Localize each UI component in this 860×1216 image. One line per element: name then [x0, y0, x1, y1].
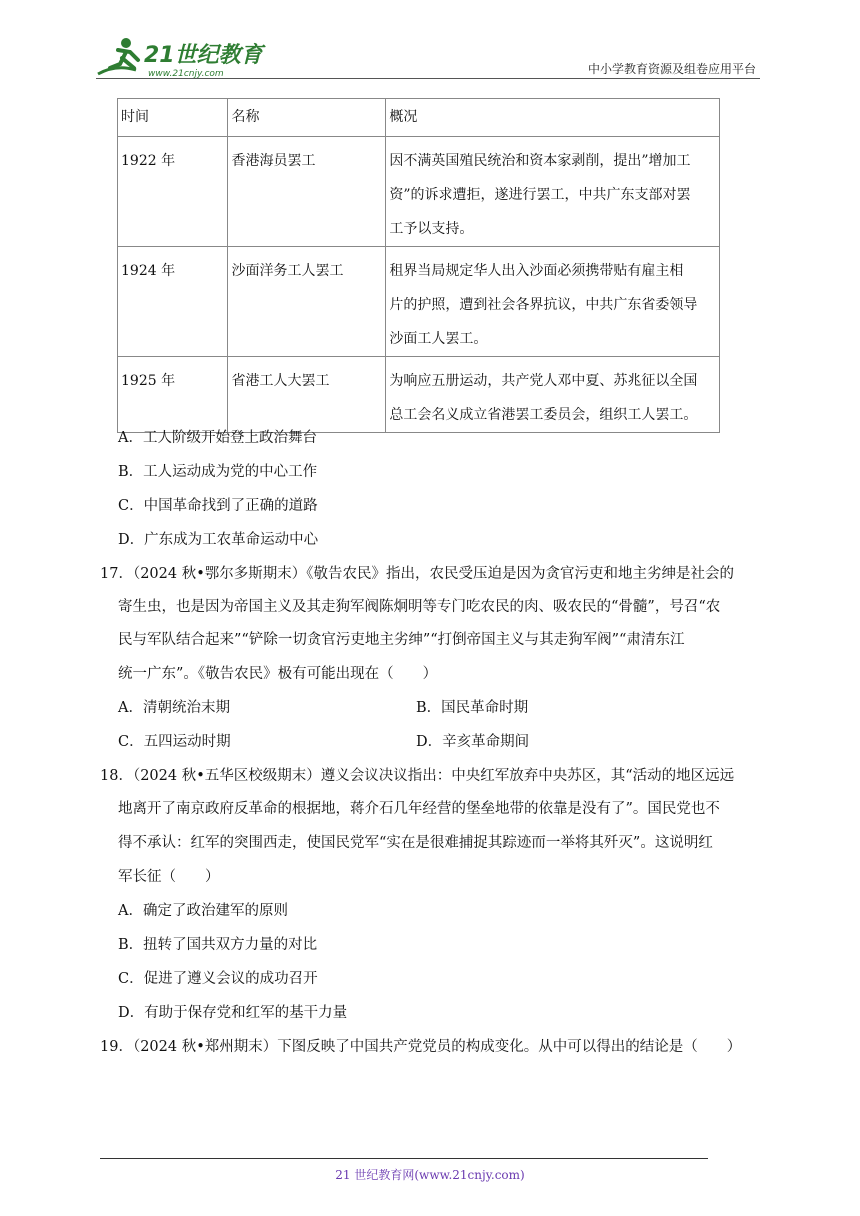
- option-d[interactable]: D．有助于保存党和红军的基干力量: [118, 1005, 348, 1021]
- question-number: 17．: [100, 566, 133, 582]
- logo-icon: [96, 34, 266, 80]
- option-a[interactable]: A．确定了政治建军的原则: [118, 903, 288, 919]
- platform-name: 中小学教育资源及组卷应用平台: [587, 62, 756, 76]
- desc-line: 为响应五册运动，共产党人邓中夏、苏兆征以全国: [389, 373, 698, 389]
- header-divider: [96, 78, 760, 79]
- desc-line: 片的护照，遭到社会各界抗议，中共广东省委领导: [389, 297, 698, 313]
- table-header-cell: 名称: [228, 99, 386, 137]
- question-18: [100, 766, 734, 786]
- question-text: 军长征（ ）: [118, 869, 220, 885]
- table-header-row: [118, 99, 720, 137]
- desc-line: 租界当局规定华人出入沙面必须携带贴有雇主相: [389, 263, 684, 279]
- table-header-cell: 时间: [118, 99, 228, 137]
- question-text: （2024 秋•鄂尔多斯期末）《敬告农民》指出，农民受压迫是因为贪官污吏和地主劣绅是社会的: [132, 566, 735, 582]
- table-cell-time: 1925 年: [118, 357, 228, 433]
- desc-line: 资”的诉求遭拒，遂进行罢工，中共广东支部对罢: [389, 187, 691, 203]
- option-c[interactable]: C．五四运动时期: [118, 734, 231, 750]
- page-footer[interactable]: 21 世纪教育网(www.21cnjy.com): [335, 1168, 525, 1182]
- question-17: [100, 564, 734, 584]
- table-row: [118, 137, 720, 247]
- option-b[interactable]: B．国民革命时期: [416, 700, 529, 716]
- svg-text:21世纪教育: 21世纪教育: [144, 43, 263, 68]
- option-a[interactable]: A．工人阶级开始登上政治舞台: [118, 430, 317, 446]
- option-a[interactable]: A．清朝统治末期: [118, 700, 230, 716]
- question-text: （2024 秋•郑州期末）下图反映了中国共产党党员的构成变化。从中可以得出的结论是（ ）: [132, 1039, 742, 1055]
- table-cell-name: 省港工人大罢工: [228, 357, 386, 433]
- table-row: [118, 247, 720, 357]
- page-header: [96, 28, 760, 80]
- option-b[interactable]: B．工人运动成为党的中心工作: [118, 464, 318, 480]
- option-c[interactable]: C．中国革命找到了正确的道路: [118, 498, 318, 514]
- question-text: （2024 秋•五华区校级期末）遵义会议决议指出：中央红军放弃中央苏区，其“活动的地区远远: [132, 768, 735, 784]
- question-19: [100, 1037, 741, 1057]
- desc-line: 沙面工人罢工。: [389, 331, 488, 347]
- desc-line: 总工会名义成立省港罢工委员会，组织工人罢工。: [389, 407, 698, 423]
- table-cell-name: 香港海员罢工: [228, 137, 386, 247]
- table-cell-time: 1924 年: [118, 247, 228, 357]
- option-c[interactable]: C．促进了遵义会议的成功召开: [118, 971, 318, 987]
- question-text: 寄生虫，也是因为帝国主义及其走狗军阀陈炯明等专门吃农民的肉、吸农民的“骨髓”，号召“农: [118, 599, 721, 615]
- option-d[interactable]: D．广东成为工农革命运动中心: [118, 532, 319, 548]
- desc-line: 工予以支持。: [389, 221, 474, 237]
- table-cell-desc: [386, 137, 720, 247]
- question-number: 19．: [100, 1039, 133, 1055]
- table-cell-desc: [386, 357, 720, 433]
- table-cell-desc: [386, 247, 720, 357]
- svg-text:www.21cnjy.com: www.21cnjy.com: [148, 69, 224, 79]
- desc-line: 因不满英国殖民统治和资本家剥削，提出”增加工: [389, 153, 691, 169]
- footer-divider: [100, 1158, 708, 1159]
- question-text: 地离开了南京政府反革命的根据地，蒋介石几年经营的堡垒地带的依靠是没有了”。国民党也不: [118, 801, 720, 817]
- question-text: 统一广东”。《敬告农民》极有可能出现在（ ）: [118, 666, 438, 682]
- question-number: 18．: [100, 768, 133, 784]
- strike-table: [117, 98, 720, 433]
- table-cell-name: 沙面洋务工人罢工: [228, 247, 386, 357]
- table-cell-time: 1922 年: [118, 137, 228, 247]
- question-text: 得不承认：红军的突围西走，使国民党军“实在是很难捕捉其踪迹而一举将其歼灭”。这说明红: [118, 835, 713, 851]
- table-header-cell: 概况: [386, 99, 720, 137]
- table-row: [118, 357, 720, 433]
- option-d[interactable]: D．辛亥革命期间: [416, 734, 530, 750]
- option-b[interactable]: B．扭转了国共双方力量的对比: [118, 937, 318, 953]
- question-text: 民与军队结合起来”“铲除一切贪官污吏地主劣绅”“打倒帝国主义与其走狗军阀”“肃清东江: [118, 632, 685, 648]
